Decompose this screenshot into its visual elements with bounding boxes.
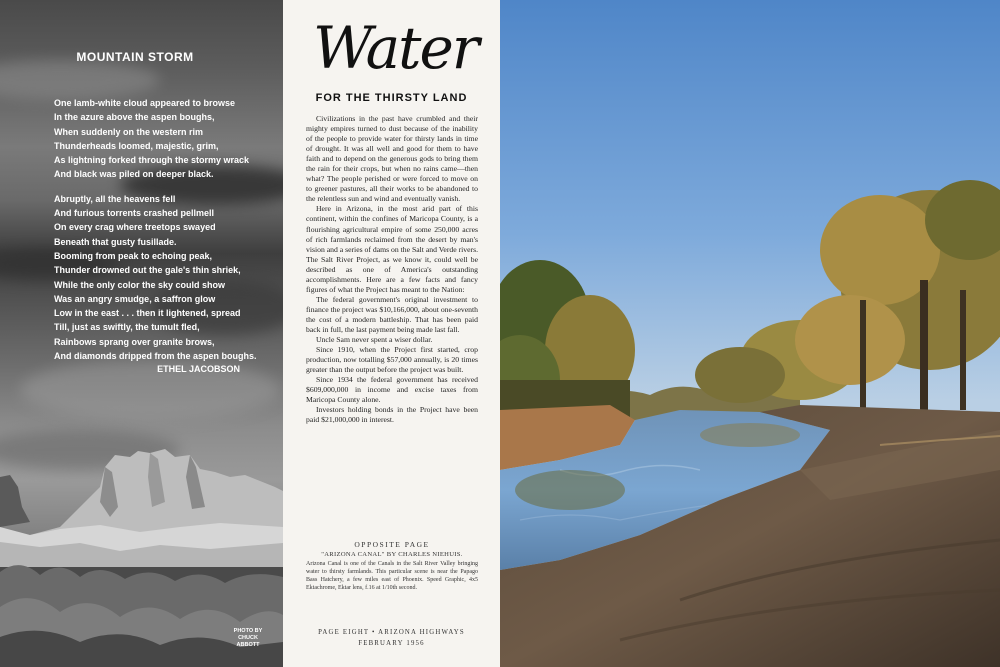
photo-credit-line: ABBOTT [236,642,260,648]
poem-line: While the only color the sky could show [54,279,226,290]
poem-author: ETHEL JACOBSON [157,364,240,375]
poem-line: Beneath that gusty fusillade. [54,236,177,247]
article-paragraph: Investors holding bonds in the Project have been paid $21,000,000 in interest. [306,405,478,425]
article-paragraph: The federal government's original investment to finance the project was $10,166,000, about one-seventh the cost of a modern battleship. That has been paid back in full, the last payment being made last fall. [306,294,478,334]
article-subhead: FOR THE THIRSTY LAND [315,92,468,104]
poem-line: Booming from peak to echoing peak, [54,250,213,261]
opposite-page-caption: Arizona Canal is one of the Canals in the Salt River Valley bringing water to thirsty farmlands. This particular scene is near the Papago Bass Hatchery, a few miles east of Phoenix. Speed Graphic, 4x5 Ektachrome, Ektar lens, f.16 at 1/10th second. [306,561,478,592]
article-column [283,0,500,667]
article-paragraph: Since 1934 the federal government has received $609,000,000 in income and excise taxes from Maricopa County alone. [306,375,478,405]
article-body [306,114,478,425]
poem-line: Rainbows sprang over granite brows, [54,336,215,347]
poem [54,96,276,374]
article-paragraph: Here in Arizona, in the most arid part of this continent, within the confines of Maricopa County, is a flourishing agricultural empire of some 250,000 acres of rich farmlands reclaimed from the desert by man's vision and a series of dams on the Salt and Verde rivers. The Salt River Project, as we know it, could well be described as one of America's outstanding accomplishments. Here are a few facts and fancy figures of what the Project has meant to the Nation: [306,204,478,294]
poem-line: Low in the east . . . then it lightened, spread [54,308,241,319]
page-folio: PAGE EIGHT • ARIZONA HIGHWAYS [318,629,465,636]
poem-line: One lamb-white cloud appeared to browse [54,98,236,108]
opposite-page-title: "ARIZONA CANAL" BY CHARLES NIEHUIS. [321,551,463,558]
article-paragraph: Since 1910, when the Project first started, crop production, now totalling $57,000 annually, is 20 times greater than the output before the project was built. [306,345,478,375]
mountain-storm-photo-panel [0,0,283,667]
poem-line: Was an angry smudge, a saffron glow [54,293,216,304]
poem-line: Till, just as swiftly, the tumult fled, [54,322,200,333]
issue-date: FEBRUARY 1956 [358,640,425,647]
poem-line: As lightning forked through the stormy wrack [54,155,250,166]
opposite-page-heading: OPPOSITE PAGE [354,540,430,549]
poem-line: In the azure above the aspen boughs, [54,112,215,123]
arizona-canal-photo [500,0,1000,667]
article-headline: Water [313,14,478,82]
poem-title: MOUNTAIN STORM [76,50,194,64]
photo-credit-line: PHOTO BY [233,628,263,634]
poem-line: And furious torrents crashed pellmell [54,208,215,219]
photo-credit [228,628,268,649]
poem-line: And diamonds dripped from the aspen boughs. [54,351,257,362]
poem-line: On every crag where treetops swayed [54,222,216,233]
photo-credit-line: CHUCK [238,635,258,641]
poem-line: Thunder drowned out the gale's thin shriek, [54,265,241,276]
poem-line: Thunderheads loomed, majestic, grim, [54,140,219,151]
poem-line: And black was piled on deeper black. [54,169,214,180]
poem-line: Abruptly, all the heavens fell [54,193,176,204]
article-paragraph: Civilizations in the past have crumbled and their mighty empires turned to dust because of the inability of the people to provide water for thirsty lands in time of drought. It was all well and good for them to have faith and to depend on the generous gods to bring them the rain for their crops, but when no rains came—then what? The people perished or were forced to move on to greener pastures, all their works to be abandoned to the relentless sun and wind and eventually vanish. [306,114,478,204]
poem-line: When suddenly on the western rim [54,126,204,137]
article-paragraph: Uncle Sam never spent a wiser dollar. [316,335,433,345]
